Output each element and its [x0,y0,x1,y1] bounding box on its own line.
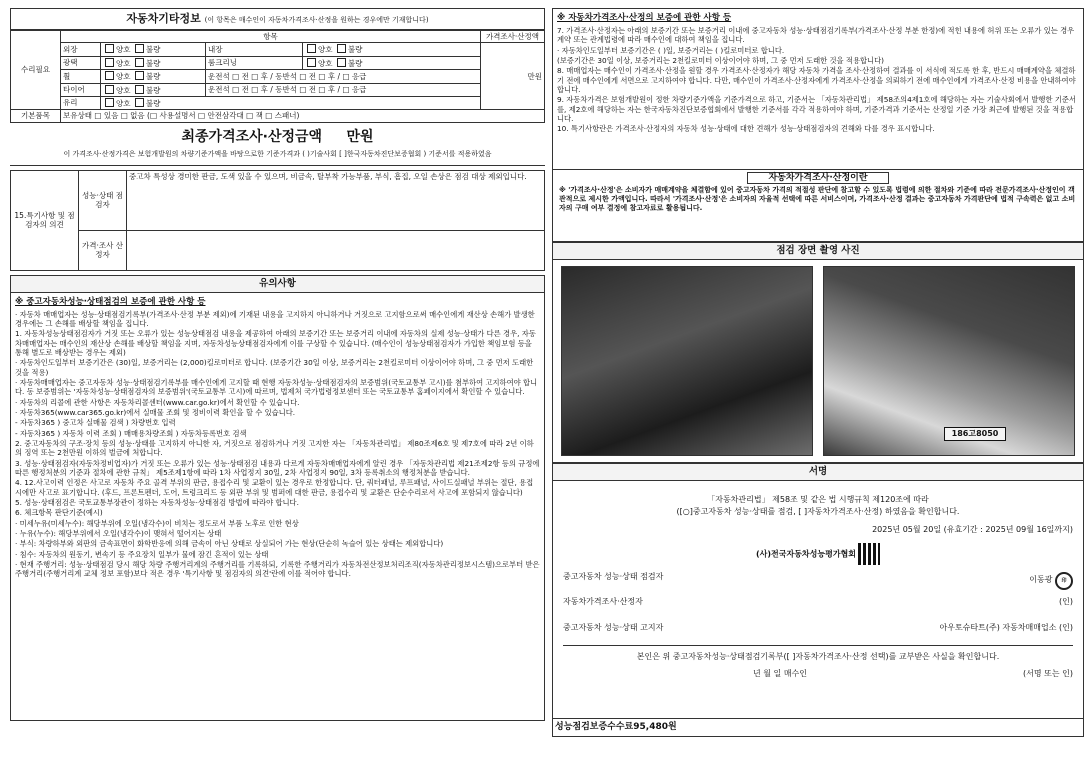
notice-line: 5. 성능·상태점검은 국토교통부장관이 정하는 자동차성능·상태점검 방법에 따라야 합니다. [15,497,299,507]
notice-line: 6. 체크항목 판단기준(예시) [15,508,103,518]
notice-line: · 자동차매매업자는 중고자동차 성능·상태점검기록부를 매수인에게 고지할 때 현행 자동차성능·상태점검자의 보증범위(국토교통부 고시)를 첨부하여 고지하여야 합니다. 동 보증범위는 '자동차성능·상태점검자의 보증범위'(국토교통부 고시)에 따르며, 법제처 국가법령정보센터 또는 국토교통부 홈페이지에서 확인할 수 있습니다. [15,378,538,397]
fee-label: 성능점검보증수수료95,480원 [552,719,1084,737]
org-name: (사)전국자동차성능평가협회 [755,549,857,559]
notice-line: 4. 12.사고이력 인정은 사고로 자동차 주요 골격 부위의 판금, 용접수리 및 교환이 있는 경우로 한정합니다. 단, 쿼터패널, 루프패널, 사이드실패널 부위는 절단, 용접 시에만 사고로 표기합니다. (후드, 프론트펜더, 도어, 트렁크리드 등 외판 부위 및 범퍼에 대한 판금, 용접수리 및 교환은 단순수리로서 사고에 포함되지 않습니다) [15,478,534,497]
checkbox-good[interactable]: 양호 [305,45,333,54]
sign-value: 아우토슈타트(주) 자동차매매업소 [939,623,1057,632]
row-label: 외장 [61,43,101,56]
notice-line: · 자동차 매매업자는 성능·상태점검기록부(가격조사·산정 부분 제외)에 기재된 내용을 고지하지 아니하거나 거짓으로 고지함으로써 매수인에게 재산상 손해가 발생한 경우에는 그 손해를 배상할 책임을 집니다. [15,309,535,329]
notice-line: · 침수: 자동차의 원동기, 변속기 등 주요장치 일부가 물에 잠긴 흔적이 있는 상태 [15,549,269,559]
row-label: 타이어 [61,83,101,96]
definition-box [552,170,1084,242]
row-detail: 운전석 □ 전 □ 후 / 동반석 □ 전 □ 후 / □ 응급 [205,70,480,83]
notice-line: · 자동차인도일부터 보증기간은 (30)일, 보증거리는 (2,000)킬로미터로 합니다. (보증기간 30일 이상, 보증거리는 2천킬로미터 이상이어야 하며, 그 중 먼저 도래한 것을 적용) [15,358,534,377]
notice-line: · 자동차의 리콜에 관한 사항은 자동차리콜센터(www.car.go.kr)에서 확인할 수 있습니다. [15,397,300,407]
checkbox-bad[interactable]: 불량 [133,45,161,54]
guarantee-item: 10. 특기사항란은 가격조사·산정자의 자동차 성능·상태에 대한 견해가 성능·상태점검자의 견해와 다를 경우 표시합니다. [557,124,935,134]
checkbox-good[interactable]: 양호 [305,59,333,68]
header-title: 자동차기타정보 (이 항목은 매수인이 자동차가격조사·산정을 원하는 경우에만 기재합니다) [10,8,545,30]
guarantee-item: 8. 매매업자는 매수인이 가격조사·산정을 원할 경우 가격조사·산정자가 해당 자동차 가격을 조사·산정하여 결과를 이 서식에 적도록 한 후, 반드시 매매계약을 체결하기 전에 매수인에게 서면으로 고지하여야 합니다. 다만, 매수인이 가격조사·산정자에게 가격조사·산정을 의뢰하기 전에 매수인에게 가격조사·산정 비용을 안내하여야 합니다. [557,66,1076,94]
checkbox-good[interactable]: 양호 [103,72,131,81]
notice-body [10,293,545,721]
notice-line: · 미세누유(미세누수): 해당부위에 오일(냉각수)이 비치는 정도로서 부품 노후로 인한 현상 [15,518,299,528]
checkbox-bad[interactable]: 불량 [335,45,363,54]
sign-date: 2025년 05월 20일 (유효기간 : 2025년 09월 16일까지) [872,525,1073,534]
row-label: 휠 [61,70,101,83]
sign-seal: (인) [1059,623,1073,632]
checkbox-good[interactable]: 양호 [103,86,131,95]
row-label: 내장 [205,43,302,56]
special-table [10,170,545,271]
guarantee-item: (보증기간은 30일 이상, 보증거리는 2천킬로미터 이상이어야 하며, 그 중 먼저 도래한 것을 적용합니다) [557,55,884,65]
checkbox-bad[interactable]: 불량 [133,86,161,95]
special-label: 15.특기사항 및 점검자의 의견 [11,170,79,270]
inspection-photo-2 [823,266,1075,456]
photo-area [552,260,1084,463]
row-label: 룸크리닝 [205,56,302,69]
guarantee-heading: ※ 자동차가격조사·산정의 보증에 관한 사항 등 [557,13,732,23]
notice-line: · 누유(누수): 해당부위에서 오일(냉각수)이 맺혀서 떨어지는 상태 [15,528,222,538]
checkbox-good[interactable]: 양호 [103,59,131,68]
price-label: 가격·조사 산정자 [79,230,127,270]
checkbox-good[interactable]: 양호 [103,99,131,108]
checkbox-bad[interactable]: 불량 [133,99,161,108]
final-note: 이 가격조사·산정가격은 보험개발원의 차량기준가액을 바탕으로한 기준가격과 ( )기술사회 [ ]한국자동차진단보증협회 ) 기준서를 적용하였음 [10,148,545,166]
final-price: 최종가격조사·산정금액 만원 [181,128,374,145]
sign-area [552,481,1084,719]
price-guarantee-section [552,8,1084,170]
perf-text: 중고차 특성상 경미한 판금, 도색 있을 수 있으며, 비금속, 탈부착 가능부품, 부식, 흠집, 오일 손상은 점검 대상 제외입니다. [127,170,545,230]
sign-row [563,623,1073,633]
checkbox-bad[interactable]: 불량 [133,72,161,81]
sign-value: (인) [1059,597,1073,606]
repair-table [10,30,545,123]
notice-line: 3. 성능·상태점검자(자동차정비업자)가 거짓 또는 오류가 있는 성능·상태점검 내용과 다르게 자동차매매업자에게 알린 경우 「자동차관리법 제21조제2항 등의 규정에 따른 행정처분의 기준과 절차에 관한 규칙」 제5조제1항에 따라 1차 사업정지 30일, 2차 사업정지 90일, 3차 등록취소의 행정처분을 받습니다. [15,458,540,477]
notice-line: · 부식: 차량하부와 외판의 금속표면이 화학반응에 의해 금속이 아닌 상태로 상실되어 가는 현상(단순히 녹슬어 있는 상태는 제외합니다) [15,539,444,549]
confirm-date[interactable]: 년 월 일 매수인 [753,669,807,678]
price-opinion [127,230,545,270]
guarantee-item: 7. 가격조사·산정자는 아래의 보증기간 또는 보증거리 이내에 중고자동차 성능·상태점검기록부(가격조사·산정 부분 한정)에 적힌 내용에 허위 또는 오류가 있는 경우 계약 또는 관계법령에 따라 매수인에 대하여 책임을 집니다. [557,25,1075,45]
price-total: 만원 [481,43,545,110]
license-plate: 186고8050 [944,427,1006,441]
sign-label: 중고자동차 성능·상태 고지자 [563,623,664,632]
guarantee-item: 9. 자동차가격은 보험개발원이 정한 차량기준가액을 기준가격으로 하고, 기준서는 「자동차관리법」 제58조의4제1호에 해당하는 자는 기술사회에서 발행한 기준서를, 제2호에 해당하는 자는 한국자동차진단보증협회에서 발행한 기준서를 각각 적용하여야 하며, 기준가격과 기준서는 산정일 기준 가장 최근에 발행된 것을 적용합니다. [557,95,1076,123]
notice-heading: ※ 중고자동차성능·상태점검의 보증에 관한 사항 등 [15,296,206,307]
seal-stamp-icon: 印 [1055,572,1073,590]
notice-line: 1. 자동차성능상태점검자가 거짓 또는 오류가 있는 성능상태점검 내용을 제공하여 아래의 보증기간 또는 보증거리 이내에 자동차의 실제 성능·상태가 다른 경우, 자동차매매업자는 매수인의 재산상 손해를 배상할 책임을 지며, 자동차성능상태점검자에게 이를 구상할 수 있습니다. (매수인이 성능상태점검자가 가입한 책임보험 등을 통해 별도로 배상받는 경우는 제외) [15,329,536,358]
left-column [10,8,545,753]
col-item: 항목 [61,31,481,43]
repair-label: 수리필요 [11,31,61,110]
checkbox-bad[interactable]: 불량 [335,59,363,68]
col-price: 가격조사·산정액 [481,31,545,43]
row-label: 광택 [61,56,101,69]
confirm-sign[interactable]: (서명 또는 인) [1023,669,1073,678]
row-label: 유리 [61,96,101,109]
confirm-text: 본인은 위 중고자동차성능·상태점검기록부([ ]자동차가격조사·산정 선택)를 교부받은 사실을 확인합니다. [563,645,1073,662]
sign-row [563,572,1073,590]
notice-line: · 현재 주행거리: 성능·상태점검 당시 해당 차량 주행거리계의 주행거리를 기록하되, 기록한 주행거리가 자동차전산정보처리조직(자동차관리정보시스템)으로부터 받은 주행거리(주행거리계 교체 정보 포함)보다 적은 경우 '특기사항 및 점검자의 의견'란에 이를 적어야 합니다. [15,559,540,579]
sign-title: 서명 [552,463,1084,481]
notice-title: 유의사항 [10,275,545,293]
sign-label: 자동차가격조사·산정자 [563,597,643,606]
perf-label: 성능·상태 점검자 [79,170,127,230]
right-column [552,8,1084,753]
base-label: 기본품목 [11,110,61,122]
sign-value: 이동광 [1029,575,1053,584]
definition-title: 자동차가격조사·산정이란 [747,172,888,184]
inspection-photo-1 [561,266,813,456]
notice-line: - 자동차365 ) 중고차 실매물 검색 ) 차량번호 입력 [15,418,176,428]
sign-line1: 「자동차관리법」 제58조 및 같은 법 시행규칙 제120조에 따라 [707,495,929,504]
notice-line: · 자동차365(www.car365.go.kr)에서 실매물 조회 및 정비이력 확인을 할 수 있습니다. [15,408,296,418]
confirm-row [563,669,1073,679]
definition-text: ※ '가격조사·산정'은 소비자가 매매계약을 체결함에 있어 중고자동차 가격의 적절성 판단에 참고할 수 있도록 법령에 의한 절차와 기준에 따라 전문가격조사·산정인이 객관적으로 제시한 가액입니다. 따라서 '가격조사·산정'은 소비자의 자율적 선택에 따른 서비스이며, 가격조사·산정 결과는 중고자동차 가격판단에 법적 구속력은 없고 소비자의 구매 여부 결정에 참고자료로 활용됩니다. [559,186,1076,213]
checkbox-good[interactable]: 양호 [103,45,131,54]
row-detail: 운전석 □ 전 □ 후 / 동반석 □ 전 □ 후 / □ 응급 [205,83,480,96]
notice-line: 2. 중고자동차의 구조·장치 등의 성능·상태를 고지하지 아니한 자, 거짓으로 점검하거나 거짓 고지한 자는 「자동차관리법」 제80조제6호 및 제7호에 따라 2년 이하의 징역 또는 2천만원 이하의 벌금에 처합니다. [15,439,534,458]
qr-code-icon [858,543,880,565]
sign-label: 중고자동차 성능·상태 점검자 [563,572,664,581]
notice-line: - 자동차365 ) 자동차 이력 조회 ) 매매용차량조회 ) 자동차등록번호 검색 [15,428,247,438]
base-row: 보유상태 □ 있음 □ 없음 (□ 사용설명서 □ 안전삼각대 □ 잭 □ 스패너) [61,110,545,122]
checkbox-bad[interactable]: 불량 [133,59,161,68]
sign-line2: ([○]중고자동차 성능·상태를 점검, [ ]자동차가격조사·산정) 하였음을 확인합니다. [676,507,960,516]
guarantee-item: · 자동차인도일부터 보증기간은 ( )일, 보증거리는 ( )킬로미터로 합니다. [557,45,785,55]
sign-row [563,597,1073,607]
photo-title: 점검 장면 촬영 사진 [552,242,1084,260]
